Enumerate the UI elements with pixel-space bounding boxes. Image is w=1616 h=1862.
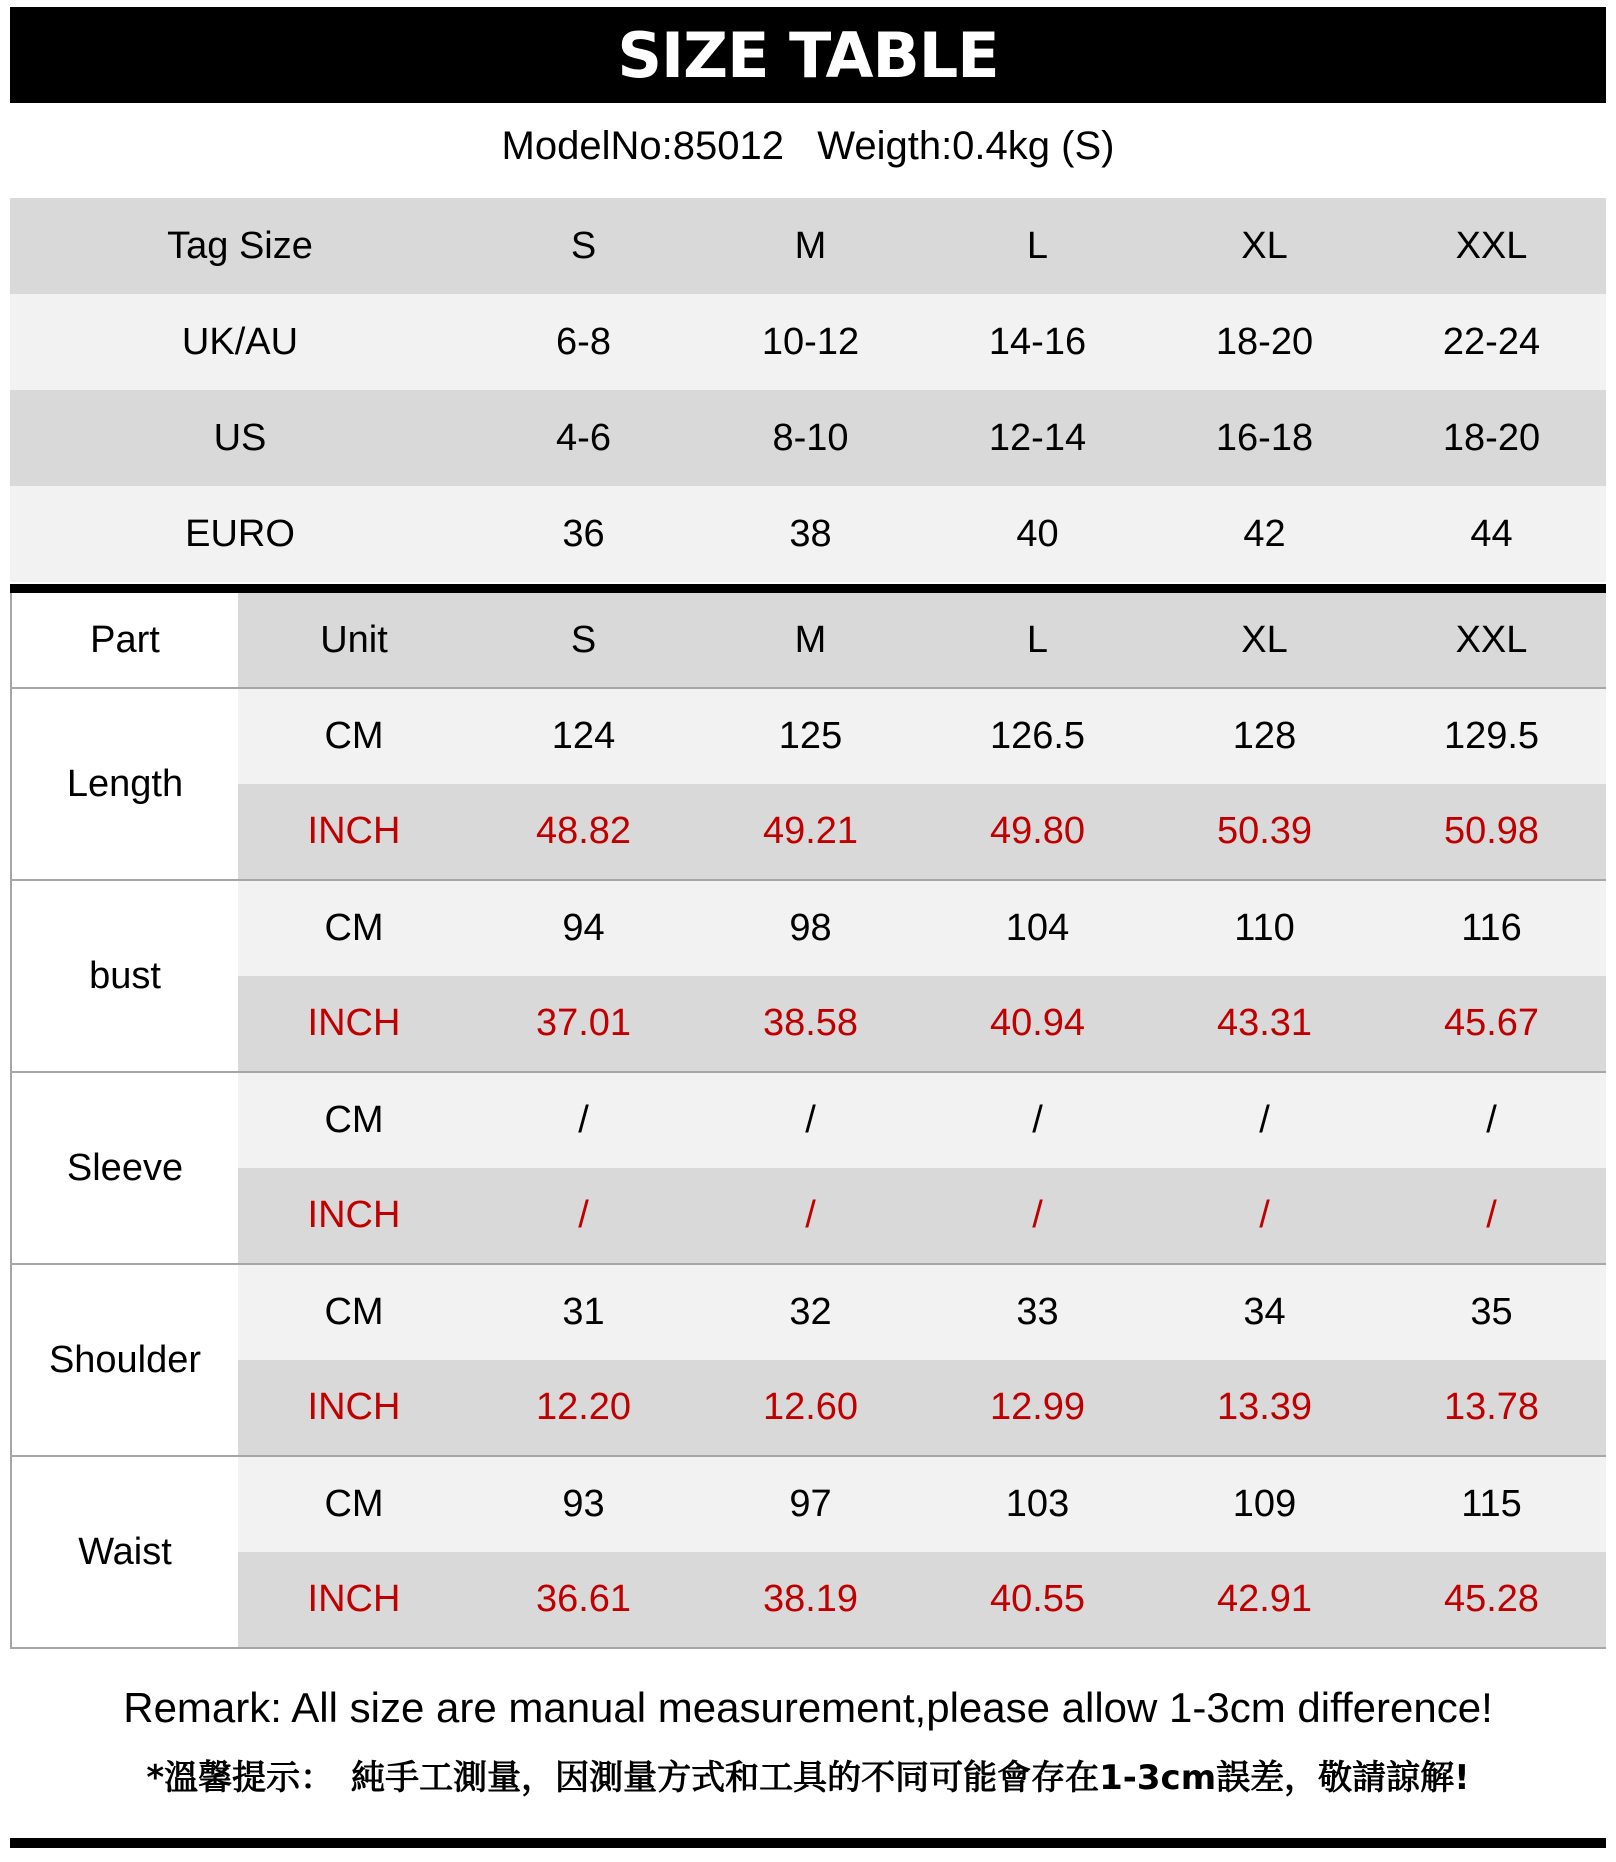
value-cell: / xyxy=(578,1099,589,1141)
part-name: Waist xyxy=(10,1457,238,1647)
cell: 38 xyxy=(789,512,832,555)
value-cell: 13.39 xyxy=(1216,1386,1313,1428)
value-cell: 98 xyxy=(789,907,832,949)
inch-row xyxy=(238,1552,1606,1647)
value-cell: 12.60 xyxy=(762,1386,859,1428)
value-cell: / xyxy=(1032,1099,1043,1141)
value-cell: 38.58 xyxy=(762,1002,859,1044)
value-cell: 50.39 xyxy=(1216,810,1313,852)
size-header: S xyxy=(570,618,597,661)
size-header: M xyxy=(794,618,827,661)
value-cell: 32 xyxy=(789,1291,832,1333)
unit-header: Unit xyxy=(320,618,388,661)
cm-row xyxy=(238,881,1606,976)
value-cell: / xyxy=(578,1194,589,1236)
unit-label: CM xyxy=(324,907,384,949)
unit-label: CM xyxy=(324,1483,384,1525)
row-label: US xyxy=(213,416,267,459)
value-cell: 116 xyxy=(1461,907,1522,949)
inch-row xyxy=(238,1360,1606,1455)
cm-row xyxy=(238,1073,1606,1168)
value-cell: 128 xyxy=(1232,715,1297,757)
value-cell: 126.5 xyxy=(989,715,1086,757)
model-number: ModelNo:85012 xyxy=(501,123,784,168)
value-cell: 94 xyxy=(562,907,605,949)
cell: 42 xyxy=(1243,512,1286,555)
value-cell: 40.94 xyxy=(989,1002,1086,1044)
value-cell: 48.82 xyxy=(535,810,632,852)
cell: 36 xyxy=(562,512,605,555)
uk-au-row xyxy=(10,294,1606,390)
part-group-sleeve xyxy=(10,1073,1606,1265)
row-label: UK/AU xyxy=(181,320,299,363)
cell: 40 xyxy=(1016,512,1059,555)
value-cell: 12.99 xyxy=(989,1386,1086,1428)
tag-size-row xyxy=(10,198,1606,294)
part-group-length xyxy=(10,689,1606,881)
cell: 6-8 xyxy=(556,320,611,363)
value-cell: 49.80 xyxy=(989,810,1086,852)
cell: S xyxy=(570,224,597,267)
cell: 8-10 xyxy=(772,416,849,459)
value-cell: 109 xyxy=(1232,1483,1297,1525)
tag-size-table xyxy=(10,198,1606,582)
cm-row xyxy=(238,1265,1606,1360)
value-cell: 45.28 xyxy=(1443,1578,1540,1620)
value-cell: / xyxy=(1032,1194,1043,1236)
inch-row xyxy=(238,1168,1606,1263)
row-label: EURO xyxy=(185,512,295,555)
model-info xyxy=(0,118,1616,174)
cell: M xyxy=(794,224,827,267)
value-cell: 33 xyxy=(1016,1291,1059,1333)
part-group-waist xyxy=(10,1457,1606,1649)
section-divider xyxy=(10,584,1606,593)
value-cell: 125 xyxy=(778,715,843,757)
bottom-bar xyxy=(10,1838,1606,1848)
value-cell: 43.31 xyxy=(1216,1002,1313,1044)
value-cell: 38.19 xyxy=(762,1578,859,1620)
part-name: bust xyxy=(10,881,238,1071)
value-cell: 49.21 xyxy=(762,810,859,852)
row-label: Tag Size xyxy=(167,224,313,267)
size-header: L xyxy=(1026,618,1049,661)
value-cell: 103 xyxy=(1005,1483,1070,1525)
cell: 12-14 xyxy=(988,416,1087,459)
unit-label: INCH xyxy=(307,1578,401,1620)
us-row xyxy=(10,390,1606,486)
cell: 44 xyxy=(1470,512,1513,555)
unit-label: INCH xyxy=(307,1002,401,1044)
value-cell: 110 xyxy=(1234,907,1295,949)
value-cell: 124 xyxy=(551,715,616,757)
cell: 18-20 xyxy=(1442,416,1541,459)
unit-label: INCH xyxy=(307,1386,401,1428)
euro-row xyxy=(10,486,1606,582)
cell: L xyxy=(1026,224,1049,267)
inch-row xyxy=(238,976,1606,1071)
value-cell: / xyxy=(1259,1194,1270,1236)
page-title: SIZE TABLE xyxy=(617,18,999,92)
value-cell: 104 xyxy=(1005,907,1070,949)
part-name: Shoulder xyxy=(10,1265,238,1455)
value-cell: 35 xyxy=(1470,1291,1513,1333)
unit-label: CM xyxy=(324,1099,384,1141)
value-cell: / xyxy=(805,1194,816,1236)
cell: 16-18 xyxy=(1215,416,1314,459)
weight-info: Weigth:0.4kg (S) xyxy=(817,123,1115,168)
part-name: Length xyxy=(10,689,238,879)
value-cell: 45.67 xyxy=(1443,1002,1540,1044)
value-cell: 34 xyxy=(1243,1291,1286,1333)
title-bar xyxy=(10,7,1606,103)
value-cell: / xyxy=(805,1099,816,1141)
value-cell: / xyxy=(1259,1099,1270,1141)
cell: 14-16 xyxy=(988,320,1087,363)
size-header: XXL xyxy=(1455,618,1528,661)
value-cell: 40.55 xyxy=(989,1578,1086,1620)
unit-label: INCH xyxy=(307,810,401,852)
part-name: Sleeve xyxy=(10,1073,238,1263)
value-cell: / xyxy=(1486,1194,1497,1236)
measurement-header-row xyxy=(10,593,1606,689)
value-cell: 13.78 xyxy=(1443,1386,1540,1428)
value-cell: 31 xyxy=(562,1291,605,1333)
remark-text: Remark: All size are manual measurement,please allow 1-3cm difference! xyxy=(123,1684,1493,1731)
unit-label: CM xyxy=(324,1291,384,1333)
value-cell: 12.20 xyxy=(535,1386,632,1428)
cell: XXL xyxy=(1455,224,1528,267)
value-cell: 37.01 xyxy=(535,1002,632,1044)
value-cell: 97 xyxy=(789,1483,832,1525)
cell: 10-12 xyxy=(761,320,860,363)
cm-row xyxy=(238,689,1606,784)
cm-row xyxy=(238,1457,1606,1552)
part-group-bust xyxy=(10,881,1606,1073)
unit-label: INCH xyxy=(307,1194,401,1236)
cell: XL xyxy=(1241,224,1288,267)
part-header: Part xyxy=(10,593,238,687)
remark-chinese-text: *溫馨提示： 純手工測量，因測量方式和工具的不同可能會存在1-3cm誤差，敬請諒解! xyxy=(146,1757,1470,1798)
value-cell: 36.61 xyxy=(535,1578,632,1620)
unit-label: CM xyxy=(324,715,384,757)
value-cell: 42.91 xyxy=(1216,1578,1313,1620)
value-cell: 129.5 xyxy=(1443,715,1540,757)
measurement-table xyxy=(10,593,1606,1647)
cell: 18-20 xyxy=(1215,320,1314,363)
size-header: XL xyxy=(1241,618,1288,661)
cell: 22-24 xyxy=(1442,320,1541,363)
value-cell: 93 xyxy=(562,1483,605,1525)
value-cell: 50.98 xyxy=(1443,810,1540,852)
cell: 4-6 xyxy=(556,416,611,459)
value-cell: / xyxy=(1486,1099,1497,1141)
part-group-shoulder xyxy=(10,1265,1606,1457)
inch-row xyxy=(238,784,1606,879)
value-cell: 115 xyxy=(1461,1483,1522,1525)
